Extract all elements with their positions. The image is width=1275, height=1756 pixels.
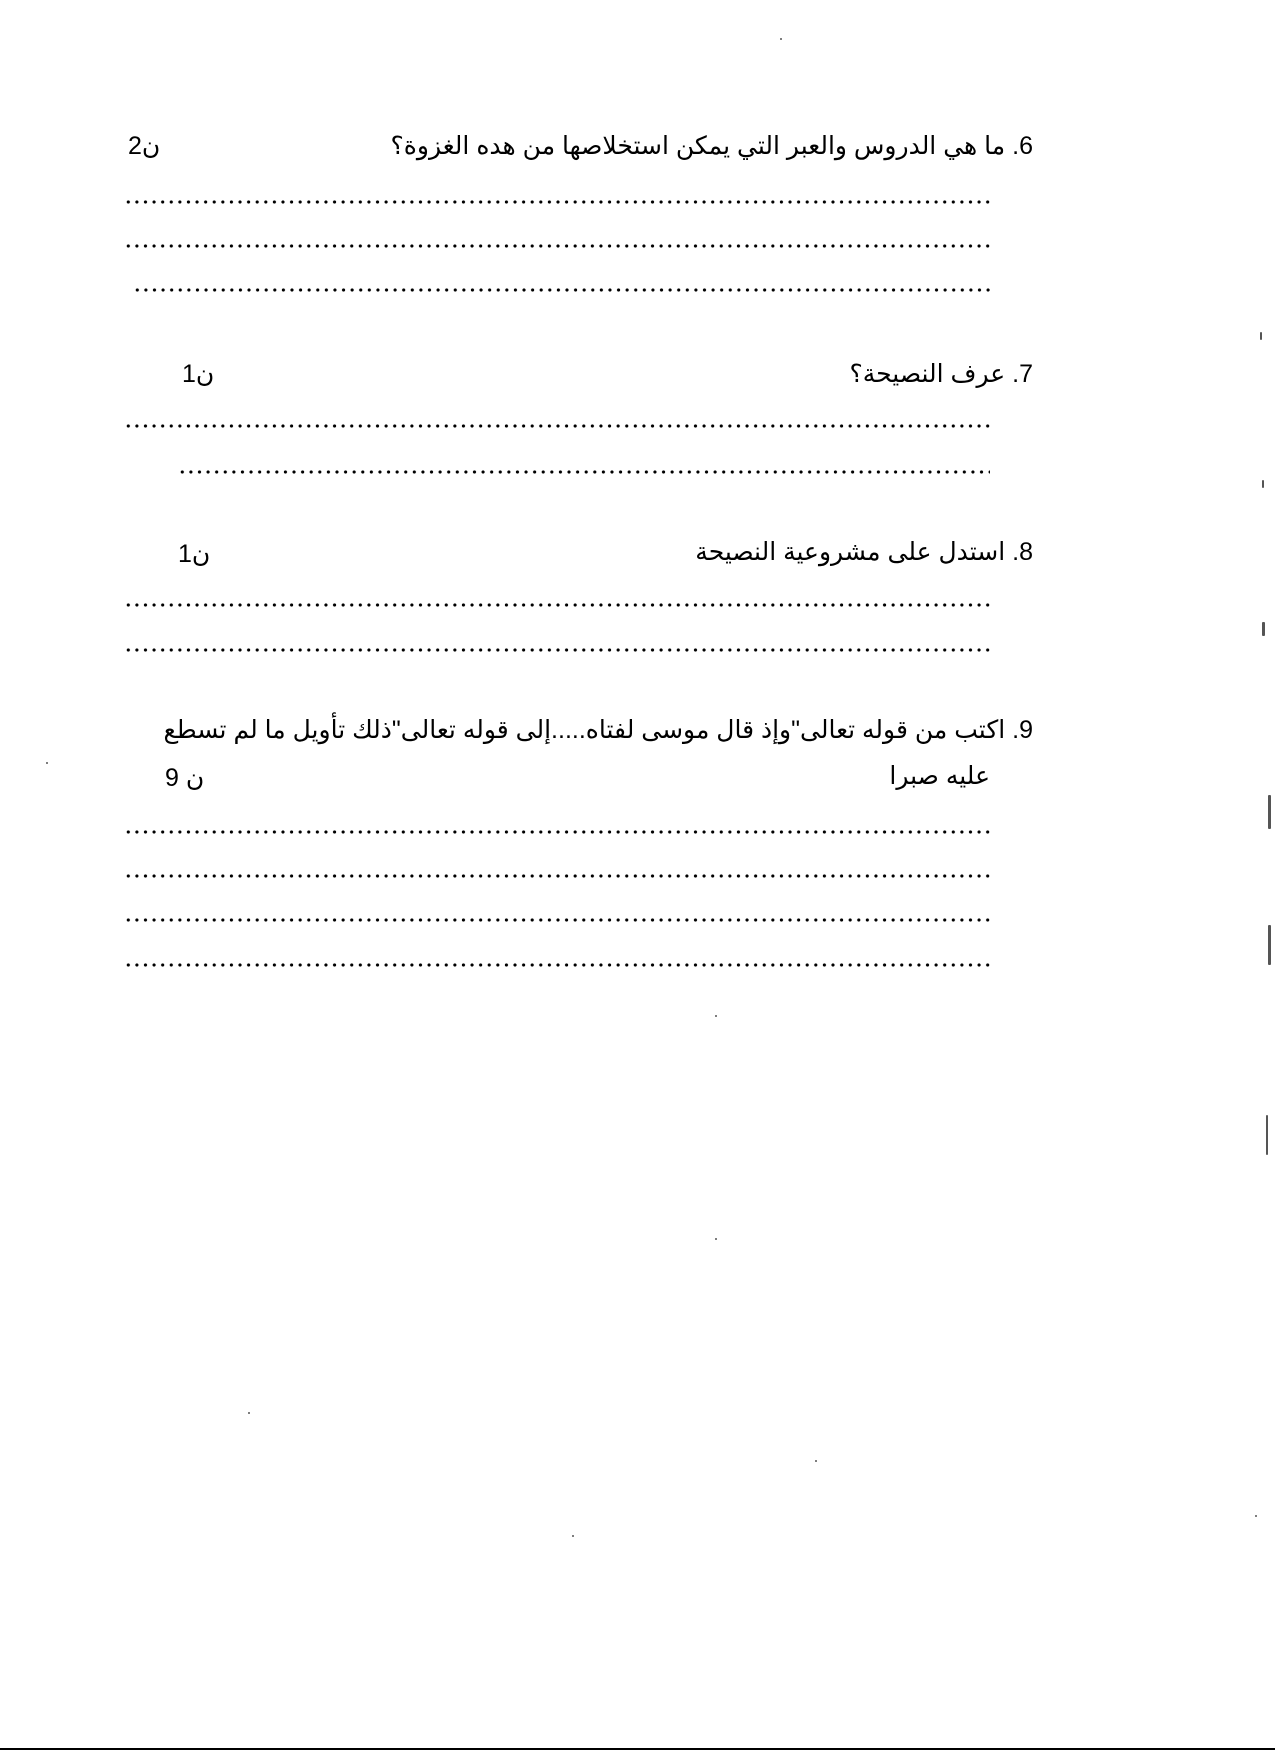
scan-speck [1266,1115,1268,1155]
answer-line[interactable] [124,422,990,430]
question-6-number: 6. [1012,132,1033,160]
scan-speck [715,1015,717,1017]
answer-line[interactable] [124,242,990,250]
scan-speck [780,38,782,40]
scan-speck [1268,795,1271,829]
scan-speck [572,1535,574,1537]
answer-line[interactable] [178,468,990,476]
question-9-points: 9 ن [165,764,205,792]
bottom-border-line [0,1748,1275,1750]
question-8-prompt: استدل على مشروعية النصيحة [695,538,1006,566]
answer-line[interactable] [124,961,990,969]
answer-line[interactable] [124,646,990,654]
scan-speck [1262,480,1264,488]
answer-line[interactable] [124,198,990,206]
question-6-prompt: ما هي الدروس والعبر التي يمكن استخلاصها من هده الغزوة؟ [390,132,1006,160]
scan-speck [1268,925,1271,965]
question-8-number: 8. [1012,538,1033,566]
question-6-text [391,130,1033,162]
question-7-prompt: عرف النصيحة؟ [849,360,1006,388]
question-7-text [849,358,1033,390]
answer-line[interactable] [124,916,990,924]
scan-speck [46,762,48,764]
scan-speck [815,1460,817,1462]
question-9-number: 9. [1012,716,1033,744]
question-7-number: 7. [1012,360,1033,388]
scan-speck [715,1238,717,1240]
scan-speck [248,1412,250,1414]
question-8-text [695,536,1033,568]
question-9-text-line2: عليه صبرا [889,762,990,790]
answer-line[interactable] [124,601,990,609]
question-6-points: 2ن [128,132,161,160]
scan-speck [1260,332,1262,340]
answer-line[interactable] [124,828,990,836]
answer-line[interactable] [133,286,990,294]
question-7-points: 1ن [182,360,215,388]
question-9-prompt-line1: اكتب من قوله تعالى"وإذ قال موسى لفتاه.....إلى قوله تعالى"ذلك تأويل ما لم تسطع [163,716,1006,744]
question-8-points: 1ن [178,540,211,568]
question-9-text [163,714,1033,746]
scan-speck [1255,1515,1257,1517]
answer-line[interactable] [124,872,990,880]
scan-speck [1262,622,1265,636]
